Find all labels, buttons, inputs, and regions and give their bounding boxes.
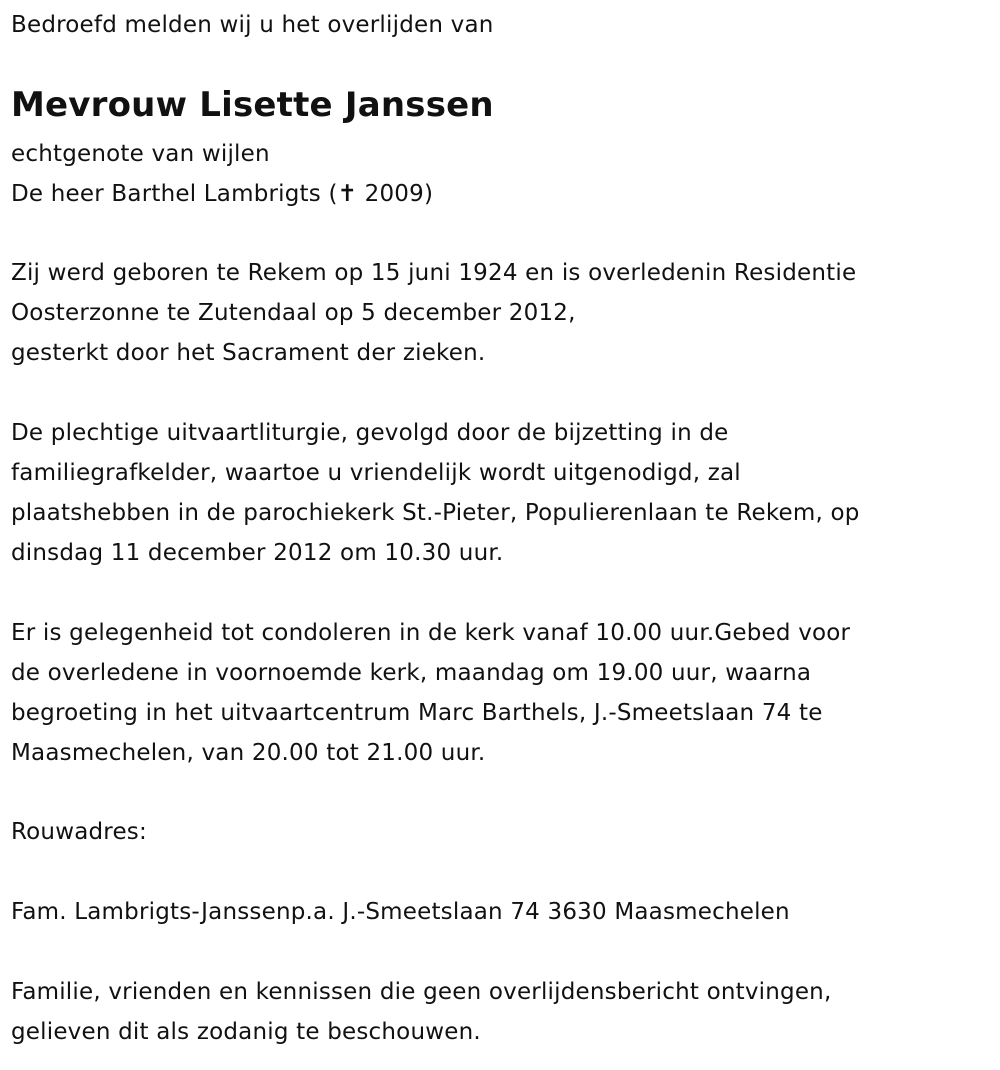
closing-line: gelieven dit als zodanig te beschouwen. <box>11 1019 481 1045</box>
spouse-line-2: De heer Barthel Lambrigts (✝ 2009) <box>11 181 434 207</box>
birth-death-line: Oosterzonne te Zutendaal op 5 december 2012, <box>11 300 576 326</box>
funeral-line: De plechtige uitvaartliturgie, gevolgd door de bijzetting in de <box>11 420 729 446</box>
funeral-line: dinsdag 11 december 2012 om 10.30 uur. <box>11 540 504 566</box>
spouse-line-1: echtgenote van wijlen <box>11 141 270 167</box>
condolence-line: Maasmechelen, van 20.00 tot 21.00 uur. <box>11 740 486 766</box>
condolence-line: de overledene in voornoemde kerk, maandag om 19.00 uur, waarna <box>11 660 812 686</box>
condolence-line: begroeting in het uitvaartcentrum Marc Barthels, J.-Smeetslaan 74 te <box>11 700 823 726</box>
address-label: Rouwadres: <box>11 819 147 845</box>
birth-death-line: Zij werd geboren te Rekem op 15 juni 1924 en is overledenin Residentie <box>11 260 857 286</box>
funeral-line: plaatshebben in de parochiekerk St.-Pieter, Populierenlaan te Rekem, op <box>11 500 860 526</box>
mourning-address: Fam. Lambrigts-Janssenp.a. J.-Smeetslaan 74 3630 Maasmechelen <box>11 899 790 925</box>
condolence-line: Er is gelegenheid tot condoleren in de kerk vanaf 10.00 uur.Gebed voor <box>11 620 851 646</box>
funeral-line: familiegrafkelder, waartoe u vriendelijk wordt uitgenodigd, zal <box>11 460 741 486</box>
birth-death-line: gesterkt door het Sacrament der zieken. <box>11 340 486 366</box>
closing-line: Familie, vrienden en kennissen die geen overlijdensbericht ontvingen, <box>11 979 832 1005</box>
intro-text: Bedroefd melden wij u het overlijden van <box>11 12 494 38</box>
deceased-name: Mevrouw Lisette Janssen <box>11 85 494 125</box>
